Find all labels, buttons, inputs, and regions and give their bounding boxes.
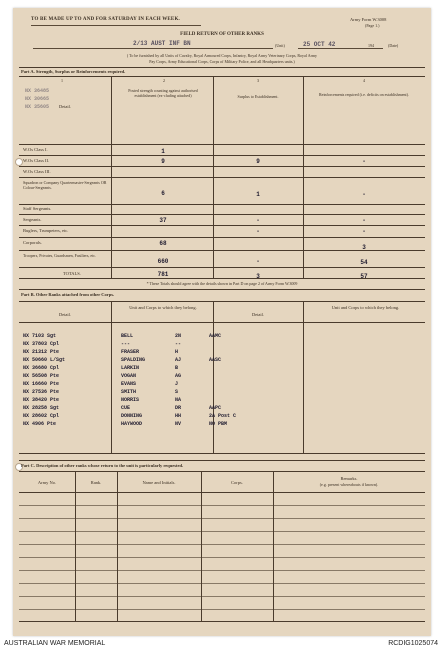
row-rule <box>19 267 425 268</box>
rank: Sgt <box>47 333 57 339</box>
row-label: Corporals. <box>23 240 42 245</box>
archive-footer <box>0 636 442 654</box>
reinf-value: 54 <box>360 259 368 266</box>
table-row <box>175 357 181 363</box>
corps: AAPC <box>209 405 222 411</box>
table-row <box>23 349 59 355</box>
row-rule <box>19 155 425 156</box>
army-no: NX 28258 <box>23 405 48 411</box>
table-row <box>121 405 130 411</box>
name: HAYWOOD <box>121 421 143 427</box>
army-no: NX 56508 <box>23 373 48 379</box>
table-row <box>209 405 221 411</box>
name: SMITH <box>121 389 137 395</box>
table-row <box>121 333 133 339</box>
table-row <box>175 413 181 419</box>
table-row <box>175 389 178 395</box>
part-c-header-rule <box>19 492 425 493</box>
posted-value: 37 <box>159 217 167 224</box>
reinf-value: - <box>362 217 366 224</box>
army-no: NX 36680 <box>23 365 48 371</box>
unit: H <box>175 349 179 355</box>
posted-value: 1 <box>161 148 165 155</box>
rank: Pte <box>50 373 60 379</box>
corps: AASC <box>209 357 222 363</box>
table-row <box>175 397 181 403</box>
table-row <box>121 397 139 403</box>
unit-typed: 2/13 AUST INF BN <box>133 40 191 47</box>
rank: Cpl <box>50 365 60 371</box>
part-c-header: Rank. <box>90 480 102 485</box>
army-no: NX 16660 <box>23 381 48 387</box>
row-rule <box>19 237 425 238</box>
table-row <box>23 341 59 347</box>
row-rule <box>19 214 425 215</box>
army-no: NX 4906 <box>23 421 45 427</box>
table-row <box>121 373 136 379</box>
rank: Cpl <box>50 413 60 419</box>
part-c-col-divider <box>117 471 118 621</box>
part-c-col-divider <box>75 471 76 621</box>
army-no: NX 38420 <box>23 397 48 403</box>
reinf-value: - <box>362 158 366 165</box>
part-a-bottom-rule <box>19 278 425 279</box>
corps: 2A Post C <box>209 413 237 419</box>
name: BELL <box>121 333 134 339</box>
row-label: Squadron or Company Quartermaster-Sergeants OR Colour-Sergeants. <box>23 180 107 190</box>
part-b-title: Part B. Other Ranks attached from other Corps. <box>21 292 115 297</box>
reinf-value: - <box>362 191 366 198</box>
row-rule <box>19 166 425 167</box>
punch-hole <box>15 158 23 166</box>
col-number: 4 <box>363 78 365 83</box>
posted-value: 68 <box>159 240 167 247</box>
posted-value: 6 <box>161 190 165 197</box>
unit: S <box>175 389 179 395</box>
form-title: FIELD RETURN OF OTHER RANKS <box>180 32 264 37</box>
army-no: NX 7103 <box>23 333 45 339</box>
table-row <box>121 389 136 395</box>
table-row <box>23 365 59 371</box>
col-header-detail: Detail. <box>58 104 72 109</box>
table-row <box>121 421 142 427</box>
part-a-header-rule <box>19 144 425 145</box>
table-row <box>175 373 181 379</box>
unit: B <box>175 365 179 371</box>
row-label: W.Os Class III. <box>23 169 51 174</box>
table-row <box>209 357 221 363</box>
army-no: NX 37803 <box>23 341 48 347</box>
year-printed: 194 <box>368 43 374 48</box>
part-b-col-divider <box>111 301 112 453</box>
part-c-top-rule <box>19 460 425 461</box>
table-row <box>121 357 145 363</box>
part-c-title-rule <box>19 471 425 472</box>
table-row <box>121 349 139 355</box>
date-typed: 25 OCT 42 <box>303 41 336 48</box>
part-c-col-divider <box>273 471 274 621</box>
army-no: NX 21312 <box>23 349 48 355</box>
totals-posted: 781 <box>157 271 169 278</box>
part-c-header: Name and Initials. <box>142 480 176 485</box>
date-line <box>298 48 383 49</box>
name: NORRIS <box>121 397 140 403</box>
totals-label: TOTALS. <box>63 271 81 276</box>
unit: HH <box>175 413 182 419</box>
unit-line <box>33 48 273 49</box>
table-row <box>175 341 181 347</box>
name: SPALDING <box>121 357 146 363</box>
unit: 2N <box>175 333 182 339</box>
rank: Pte <box>50 397 60 403</box>
row-label: Troopers, Privates, Guardsmen, Fusiliers, etc. <box>23 253 97 258</box>
table-row <box>209 421 227 427</box>
table-row <box>175 421 181 427</box>
table-row <box>209 413 236 419</box>
col-header-posted: Posted strength counting against authorised establishment (ex-cluding attached) <box>128 88 198 98</box>
unit: NV <box>175 421 182 427</box>
surplus-value: - <box>256 258 260 265</box>
table-row <box>175 381 178 387</box>
table-row <box>209 333 221 339</box>
header-underline <box>31 25 201 26</box>
unit: -- <box>175 341 182 347</box>
col-number: 2 <box>163 78 165 83</box>
surplus-value: - <box>256 217 260 224</box>
army-no: NX 27536 <box>23 389 48 395</box>
date-label: (Date) <box>388 43 399 48</box>
page-reference: (Page 1.) <box>365 23 380 28</box>
rank: L/Sgt <box>50 357 66 363</box>
table-row <box>121 381 136 387</box>
part-a-footnote: * These Totals should agree with the details shown in Part D on page 2 of Army Form W.3009 <box>146 281 298 286</box>
form-sheet <box>13 8 431 636</box>
row-rule <box>19 225 425 226</box>
rank: Pte <box>50 349 60 355</box>
instructions-line-2: Pay Corps, Army Educational Corps, Corps of Military Police, and all Headquarters units.) <box>149 59 295 64</box>
part-a-title: Part A. Strength, Surplus or Reinforcements required. <box>21 69 126 74</box>
part-b-header: Detail. <box>58 312 72 317</box>
part-b-header-rule <box>19 322 425 323</box>
totals-reinf: 57 <box>360 273 368 280</box>
row-label: W.Os Class II. <box>23 158 50 163</box>
row-label: Buglers, Trumpeters, etc. <box>23 228 69 233</box>
archive-name: AUSTRALIAN WAR MEMORIAL <box>4 640 106 647</box>
posted-value: 660 <box>157 258 169 265</box>
part-c-bottom-rule <box>19 621 425 622</box>
part-b-header: Unit and Corps to which they belong. <box>129 305 197 310</box>
table-row <box>175 405 181 411</box>
table-row <box>175 365 178 371</box>
smudged-typed-overlay: NX 36485 NX 30665 NX 35605 <box>25 88 50 110</box>
army-no: NX 28602 <box>23 413 48 419</box>
rank: Pte <box>50 381 60 387</box>
corps: NO PBM <box>209 421 228 427</box>
part-c-header: Remarks. <box>340 476 358 481</box>
part-b-col-divider <box>303 301 304 453</box>
unit: NA <box>175 397 182 403</box>
posted-value: 9 <box>161 158 165 165</box>
reinf-value: 3 <box>362 244 366 251</box>
table-row <box>175 349 178 355</box>
surplus-value: 1 <box>256 191 260 198</box>
table-row <box>23 381 59 387</box>
part-a-title-rule <box>19 76 425 77</box>
part-c-header: Army No. <box>37 480 57 485</box>
surplus-value: - <box>256 228 260 235</box>
table-row <box>23 405 59 411</box>
unit: J <box>175 381 179 387</box>
row-rule <box>19 177 425 178</box>
col-header-reinforcements: Reinforcements required (i.e. deficits on establishment). <box>319 92 409 97</box>
table-row <box>23 413 59 419</box>
reinf-value: - <box>362 228 366 235</box>
rank: Sgt <box>50 405 60 411</box>
part-c-title: Part C. Description of other ranks whose return to the unit is particularly requested. <box>21 463 184 468</box>
table-row <box>23 389 59 395</box>
table-row <box>121 341 130 347</box>
form-reference: Army Form W.3008 <box>350 17 387 22</box>
row-label: W.Os Class I. <box>23 147 48 152</box>
part-b-col-divider <box>213 301 214 453</box>
table-row <box>23 357 65 363</box>
part-c-header: Corps. <box>231 480 243 485</box>
name: VOGAN <box>121 373 137 379</box>
name: LARKIN <box>121 365 140 371</box>
part-b-title-rule <box>19 301 425 302</box>
unit-label: (Unit) <box>275 43 285 48</box>
row-rule <box>19 204 425 205</box>
part-b-bottom-rule <box>19 453 425 454</box>
table-row <box>23 373 59 379</box>
part-c-col-divider <box>201 471 202 621</box>
part-c-remarks-sub: (e.g. present whereabouts if known). <box>319 482 379 487</box>
table-row <box>23 421 56 427</box>
row-rule <box>19 250 425 251</box>
corps: AAMC <box>209 333 222 339</box>
row-label: Sergeants. <box>23 217 42 222</box>
unit: DR <box>175 405 182 411</box>
rank: Cpl <box>50 341 60 347</box>
surplus-value: 9 <box>256 158 260 165</box>
col-header-surplus: Surplus to Establishment. <box>237 94 279 99</box>
name: CUE <box>121 405 131 411</box>
unit: AJ <box>175 357 182 363</box>
rank: Pte <box>50 389 60 395</box>
part-b-top-rule <box>19 289 425 290</box>
rank: Pte <box>47 421 57 427</box>
army-no: NX 50660 <box>23 357 48 363</box>
row-label: Staff Sergeants. <box>23 206 52 211</box>
table-row <box>175 333 181 339</box>
col-number: 3 <box>257 78 259 83</box>
archive-reference: RCDIG1025074 <box>388 640 438 647</box>
name: --- <box>121 341 131 347</box>
name: DONNING <box>121 413 143 419</box>
totals-surplus: 3 <box>256 273 260 280</box>
header-top-line: TO BE MADE UP TO AND FOR SATURDAY IN EACH WEEK. <box>31 17 181 22</box>
table-row <box>121 413 142 419</box>
table-row <box>23 333 56 339</box>
table-row <box>23 397 59 403</box>
table-row <box>121 365 139 371</box>
col-number: 1 <box>61 78 63 83</box>
instructions-line-1: ( To be furnished by all Units of Cavalry, Royal Armoured Corps, Infantry, Royal Army Veterinary Corps, Royal Army <box>126 53 318 58</box>
name: EVANS <box>121 381 137 387</box>
part-a-top-rule <box>19 67 425 68</box>
unit: AG <box>175 373 182 379</box>
part-b-header: Unit and Corps to which they belong. <box>331 305 400 310</box>
part-b-header: Detail. <box>251 312 265 317</box>
name: FRASER <box>121 349 140 355</box>
